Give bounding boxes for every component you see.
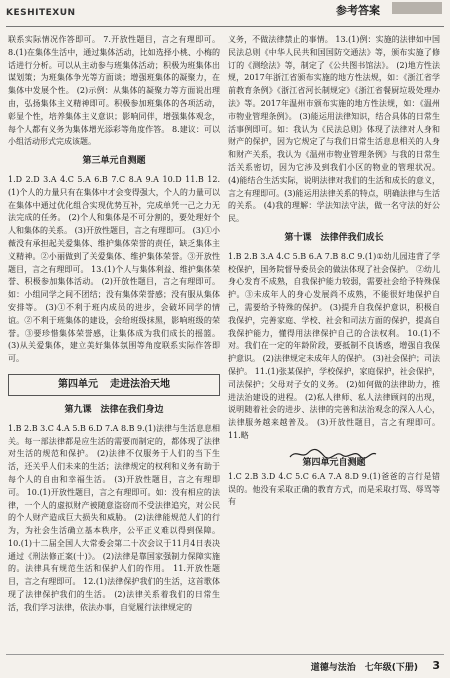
section-label: 参考答案 bbox=[336, 4, 380, 17]
footer-subject: 道德与法治 七年级(下册) bbox=[310, 663, 418, 673]
left-paragraph-1: 联系实际情况作答即可。 7.开放性题目，言之有理即可。 8.(1)在集体生活中，通过集体活动，比如选择小桃、小梅的话进行分析。可以从主动参与班集体活动；积极为班集体出谋划策；为班集体争光等方面谈；增强班集体的凝聚力，在集体中发展个性。 (2)示例：从集体的凝聚力等方面说出理由，弘扬集体主义精神即可。积极参加班集体的各项活动，彰显个性，培养集体主义意识；影响同伴，增强集体观念，每个人都有义务为集体增光添彩等角度作答。 8.建议：可以小组活动形式完成该题。 bbox=[8, 35, 220, 147]
header-divider bbox=[6, 26, 444, 27]
lesson9-title: 第九课 法律在我们身边 bbox=[64, 404, 164, 415]
footer-divider bbox=[6, 654, 444, 655]
lesson9-paragraph: 1.B 2.B 3.C 4.A 5.B 6.D 7.A 8.B 9.(1)法律与生活息息相关。每一部法律都是应生活的需要而制定的，都体现了法律对生活的规范和保护。 (2)法律不仅服务于人们的当下生活，还关乎人们未来的生活；法律规定的权利和义务有助于每个人的自由和幸福生活。 (3)开放性题目，言之有理即可。 10.(1)开放性题目，言之有理即可。如：没有相应的法律，一个人的虚拟财产被随意盗窃而不受法律追究，对公民的个人财产造成巨大损失和威胁。 (2)法律能规范人们的行为，为社会生活确立基本秩序，公平正义难以得到保障。 10.(1)十二届全国人大常委会第二十次会议于11月4日表决通过《刑法修正案(十)》。 (2)法律是靠国家强制力保障实施的。法律具有规范生活和保护人们的作用。 11.开放性题目，言之有理即可。 12.(1)法律保护我们的生活，这首歌体现了法律保护我们的生活。 (2)法律关系着我们的日常生活，我们学习法律，依法办事，自觉履行法律规定的 bbox=[8, 423, 220, 612]
right-column bbox=[228, 34, 440, 509]
right-paragraph-3: 1.C 2.B 3.D 4.C 5.C 6.A 7.A 8.D 9.(1)爸爸的言行是错误的。他没有采取正确的教育方式，而是采取打骂、辱骂等有 bbox=[228, 471, 440, 507]
unit4-test-title: 第四单元自测题 bbox=[302, 457, 366, 468]
unit4-label: 第四单元 bbox=[58, 378, 98, 390]
handwritten-heading bbox=[228, 447, 440, 469]
page-number: 3 bbox=[432, 659, 440, 672]
lesson10-title: 第十课 法律伴我们成长 bbox=[284, 232, 384, 243]
page-header bbox=[0, 0, 450, 34]
brand-text: KESHITEXUN bbox=[6, 8, 76, 18]
right-paragraph-1: 义务，不做法律禁止的事情。 13.(1)例：实施的法律如中国民法总则《中华人民共和国国防交通法》等，颁布实施了修订的《测绘法》等，制定了《公共图书馆法》。 (2)地方性法规，2017年浙江省颁布实施的地方性法规，如：《浙江省学前教育条例》《浙江省河长制规定》《浙江省餐厨垃圾处理办法》等。2017年温州市颁布实施的地方性法规，如：《温州市物业管理条例》。 (3)能运用法律知识，结合具体的日常生活事例即可。如：我认为《民法总则》体现了法律对人身和财产的保护，因为它规定了与我们日常生活息息相关的人身和财产关系，我认为《温州市物业管理条例》与我的日常生活关系密切，因为它涉及到我们小区的物业的管理状况。 (4)能结合生活实际，说明法律对我们的生活和成长的意义，言之有理即可。(3)能运用法律关系的特点，明确法律与生活的关系。 (4)我的理解：学法知法守法，做一名守法的好公民。 bbox=[228, 35, 440, 224]
left-paragraph-2: 1.D 2.D 3.A 4.C 5.A 6.B 7.C 8.A 9.A 10.D 11.B 12.(1)个人的力量只有在集体中才会变得强大，个人的力量可以在集体中通过优化组合实现优势互补，完成单凭一己之力无法完成的任务。 (2)个人和集体是不可分割的，要处理好个人和集体的关系。 (3)开放性题目，言之有理即可。 (3)①小薇没有承担起关爱集体、维护集体荣誉的责任，缺乏集体主义精神。②小丽做到了关爱集体、维护集体荣誉。③开放性题目，言之有理即可。 13.(1)个人与集体利益、维护集体荣誉、积极参加集体活动。 (2)开放性题目，言之有理即可。如：小组同学之间不团结；没有集体荣誉感；没有服从集体安排等。 (3)①不利于班内成员的进步，会破坏同学的情谊。②不利于班集体的建设，会给班级抹黑，影响班级的荣誉。③要珍惜集体荣誉感，让集体成为我们成长的摇篮。 (3)从关爱集体，建立美好集体氛围等角度联系实际作答即可。 bbox=[8, 174, 220, 364]
unit4-banner bbox=[8, 374, 220, 396]
header-tab-decoration bbox=[392, 2, 442, 14]
unit3-test-title: 第三单元自测题 bbox=[82, 156, 146, 167]
page-footer bbox=[0, 654, 450, 678]
unit4-title: 走进法治天地 bbox=[110, 378, 170, 390]
right-paragraph-2: 1.B 2.B 3.A 4.C 5.B 6.A 7.B 8.C 9.(1)①幼儿园违背了学校保护，国务院督导委员会的做法体现了社会保护。 ②幼儿身心发育不成熟，自我保护能力较弱，需要社会给予特殊保护。③未成年人的身心发展尚不成熟，不能很好地保护自己，需要给予特殊的保护。 (3)提升自我保护意识，积极自我保护，完善家庭、学校、社会和司法方面的保护，提高自我保护能力，懂得用法律保护自己的合法权利。 10.(1)不对。我们在一定的年龄阶段，要抵制不良诱惑，增强自我保护意识。 (2)法律规定未成年人的保护。 (3)社会保护；司法保护。 11.(1)张某保护，学校保护，家庭保护，社会保护，司法保护；父母对子女的义务。 (2)如何做的法律助力，推进法治建设的进程。 (2)私人律师、私人法律顾问的出现，说明随着社会的进步、法律的完善和法治观念的深入人心，法律服务越来越普及。 (3)开放性题目，言之有理即可。 11.略 bbox=[228, 251, 440, 440]
left-column bbox=[8, 34, 220, 615]
